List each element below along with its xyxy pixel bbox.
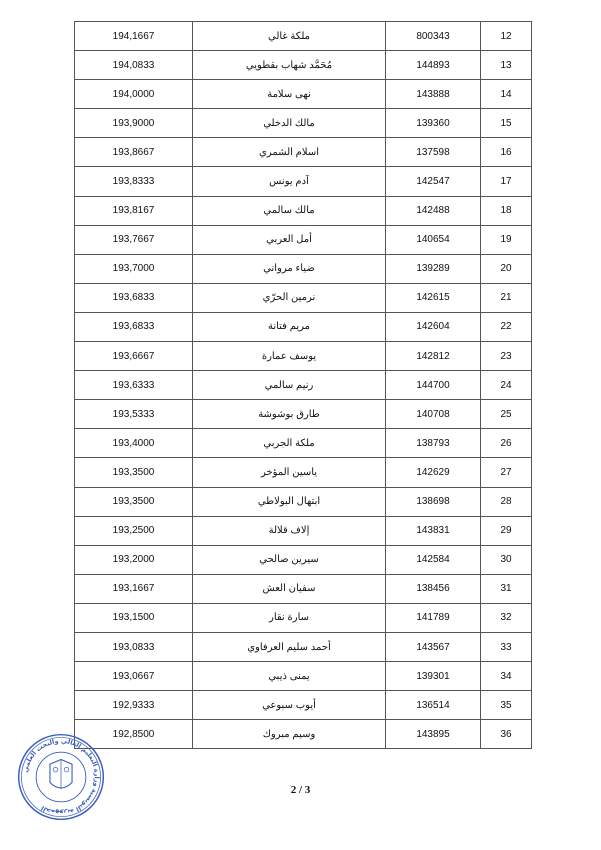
score-cell: 193,1667: [75, 574, 193, 603]
table-row: [75, 400, 532, 429]
score-cell: 194,0833: [75, 51, 193, 80]
name-cell: يمنى ذيبي: [193, 662, 386, 691]
name-cell: ياسين المؤخر: [193, 458, 386, 487]
table-row: [75, 51, 532, 80]
table-row: [75, 80, 532, 109]
rank-cell: 24: [481, 371, 532, 400]
rank-cell: 18: [481, 196, 532, 225]
id-cell: 139301: [386, 662, 481, 691]
id-cell: 137598: [386, 138, 481, 167]
id-cell: 144893: [386, 51, 481, 80]
rank-cell: 22: [481, 312, 532, 341]
name-cell: يوسف عمارة: [193, 342, 386, 371]
name-cell: سارة نقار: [193, 603, 386, 632]
score-cell: 193,6333: [75, 371, 193, 400]
results-table: [74, 21, 532, 749]
rank-cell: 32: [481, 603, 532, 632]
rank-cell: 31: [481, 574, 532, 603]
score-cell: 193,6833: [75, 312, 193, 341]
table-row: [75, 283, 532, 312]
id-cell: 138698: [386, 487, 481, 516]
stamp-emblem-dot-right: [64, 767, 69, 772]
rank-cell: 12: [481, 22, 532, 51]
score-cell: 193,7000: [75, 254, 193, 283]
table-row: [75, 720, 532, 749]
table-row: [75, 487, 532, 516]
score-cell: 193,0833: [75, 632, 193, 661]
name-cell: مالك سالمي: [193, 196, 386, 225]
rank-cell: 36: [481, 720, 532, 749]
id-cell: 142547: [386, 167, 481, 196]
rank-cell: 15: [481, 109, 532, 138]
name-cell: أمل العربي: [193, 225, 386, 254]
id-cell: 142488: [386, 196, 481, 225]
rank-cell: 17: [481, 167, 532, 196]
id-cell: 139289: [386, 254, 481, 283]
table-row: [75, 167, 532, 196]
id-cell: 139360: [386, 109, 481, 138]
table-row: [75, 662, 532, 691]
table-row: [75, 429, 532, 458]
score-cell: 193,2000: [75, 545, 193, 574]
name-cell: نرمين الحرّي: [193, 283, 386, 312]
id-cell: 144700: [386, 371, 481, 400]
stamp-text-path: الجمهورية التونسية وزارة التعليم العالي والبحث العلمي: [21, 736, 102, 818]
score-cell: 193,6833: [75, 283, 193, 312]
name-cell: سيرين صالحي: [193, 545, 386, 574]
name-cell: ضياء مرواني: [193, 254, 386, 283]
score-cell: 192,8500: [75, 720, 193, 749]
table-row: [75, 458, 532, 487]
id-cell: 138793: [386, 429, 481, 458]
score-cell: 193,5333: [75, 400, 193, 429]
page-number: 2 / 3: [290, 784, 311, 796]
id-cell: 140654: [386, 225, 481, 254]
id-cell: 142584: [386, 545, 481, 574]
rank-cell: 13: [481, 51, 532, 80]
score-cell: 193,3500: [75, 487, 193, 516]
id-cell: 143888: [386, 80, 481, 109]
table-row: [75, 545, 532, 574]
score-cell: 193,2500: [75, 516, 193, 545]
score-cell: 193,7667: [75, 225, 193, 254]
name-cell: مالك الدخلي: [193, 109, 386, 138]
score-cell: 194,1667: [75, 22, 193, 51]
results-table-body: [75, 22, 532, 749]
score-cell: 193,0667: [75, 662, 193, 691]
rank-cell: 34: [481, 662, 532, 691]
official-stamp: [15, 731, 107, 823]
rank-cell: 19: [481, 225, 532, 254]
score-cell: 193,8667: [75, 138, 193, 167]
score-cell: 192,9333: [75, 691, 193, 720]
id-cell: 800343: [386, 22, 481, 51]
score-cell: 193,6667: [75, 342, 193, 371]
rank-cell: 35: [481, 691, 532, 720]
name-cell: إلاف قلالة: [193, 516, 386, 545]
rank-cell: 30: [481, 545, 532, 574]
rank-cell: 23: [481, 342, 532, 371]
table-row: [75, 691, 532, 720]
name-cell: ملكة الجربي: [193, 429, 386, 458]
table-row: [75, 138, 532, 167]
name-cell: اسلام الشمري: [193, 138, 386, 167]
name-cell: أيوب سبوعي: [193, 691, 386, 720]
id-cell: 142629: [386, 458, 481, 487]
rank-cell: 27: [481, 458, 532, 487]
stamp-emblem-dot-left: [53, 767, 58, 772]
rank-cell: 16: [481, 138, 532, 167]
table-row: [75, 632, 532, 661]
name-cell: طارق بوشوشة: [193, 400, 386, 429]
name-cell: ملكة غالي: [193, 22, 386, 51]
id-cell: 143567: [386, 632, 481, 661]
rank-cell: 14: [481, 80, 532, 109]
score-cell: 193,8167: [75, 196, 193, 225]
id-cell: 143831: [386, 516, 481, 545]
table-row: [75, 109, 532, 138]
table-row: [75, 574, 532, 603]
score-cell: 193,9000: [75, 109, 193, 138]
table-row: [75, 225, 532, 254]
rank-cell: 26: [481, 429, 532, 458]
id-cell: 142615: [386, 283, 481, 312]
name-cell: أحمد سليم العرفاوي: [193, 632, 386, 661]
table-row: [75, 516, 532, 545]
table-row: [75, 22, 532, 51]
rank-cell: 28: [481, 487, 532, 516]
table-row: [75, 312, 532, 341]
score-cell: 193,3500: [75, 458, 193, 487]
score-cell: 193,4000: [75, 429, 193, 458]
rank-cell: 33: [481, 632, 532, 661]
table-row: [75, 603, 532, 632]
name-cell: مُحَمَّد شهاب بقطويي: [193, 51, 386, 80]
id-cell: 143895: [386, 720, 481, 749]
table-row: [75, 342, 532, 371]
score-cell: 194,0000: [75, 80, 193, 109]
name-cell: ابتهال البولاطي: [193, 487, 386, 516]
name-cell: رنيم سالمي: [193, 371, 386, 400]
id-cell: 136514: [386, 691, 481, 720]
id-cell: 138456: [386, 574, 481, 603]
rank-cell: 29: [481, 516, 532, 545]
score-cell: 193,1500: [75, 603, 193, 632]
id-cell: 142604: [386, 312, 481, 341]
score-cell: 193,8333: [75, 167, 193, 196]
table-row: [75, 254, 532, 283]
rank-cell: 21: [481, 283, 532, 312]
id-cell: 141789: [386, 603, 481, 632]
name-cell: آدم يونس: [193, 167, 386, 196]
table-row: [75, 196, 532, 225]
rank-cell: 20: [481, 254, 532, 283]
rank-cell: 25: [481, 400, 532, 429]
id-cell: 142812: [386, 342, 481, 371]
name-cell: مريم فتانة: [193, 312, 386, 341]
name-cell: وسيم مبروك: [193, 720, 386, 749]
id-cell: 140708: [386, 400, 481, 429]
name-cell: نهى سلامة: [193, 80, 386, 109]
name-cell: سفيان العش: [193, 574, 386, 603]
table-row: [75, 371, 532, 400]
